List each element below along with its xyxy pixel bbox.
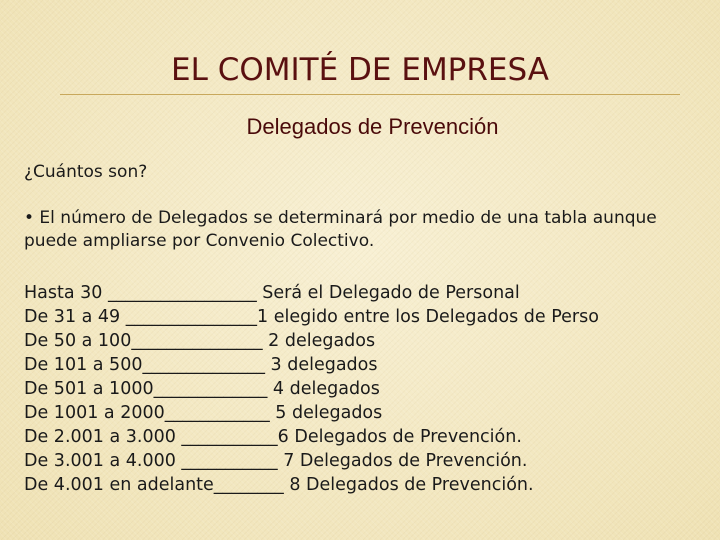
bullet-paragraph: • El número de Delegados se determinará por medio de una tabla aunque puede ampliarse por Convenio Colectivo. xyxy=(24,208,657,251)
slide-title: EL COMITÉ DE EMPRESA xyxy=(171,52,549,88)
title-divider xyxy=(60,94,680,95)
delegates-table xyxy=(24,281,714,497)
table-row: De 31 a 49 _______________1 elegido entre los Delegados de Perso xyxy=(24,307,599,327)
table-row: De 501 a 1000_____________ 4 delegados xyxy=(24,379,380,399)
table-row: De 1001 a 2000____________ 5 delegados xyxy=(24,403,383,423)
table-row: Hasta 30 _________________ Será el Delegado de Personal xyxy=(24,283,520,303)
table-row: De 4.001 en adelante________ 8 Delegados de Prevención. xyxy=(24,475,534,495)
table-row: De 101 a 500______________ 3 delegados xyxy=(24,355,378,375)
slide-subtitle: Delegados de Prevención xyxy=(246,114,499,139)
question-text: ¿Cuántos son? xyxy=(24,162,148,182)
table-row: De 50 a 100_______________ 2 delegados xyxy=(24,331,376,351)
table-row: De 2.001 a 3.000 ___________6 Delegados de Prevención. xyxy=(24,427,522,447)
table-row: De 3.001 a 4.000 ___________ 7 Delegados de Prevención. xyxy=(24,451,528,471)
